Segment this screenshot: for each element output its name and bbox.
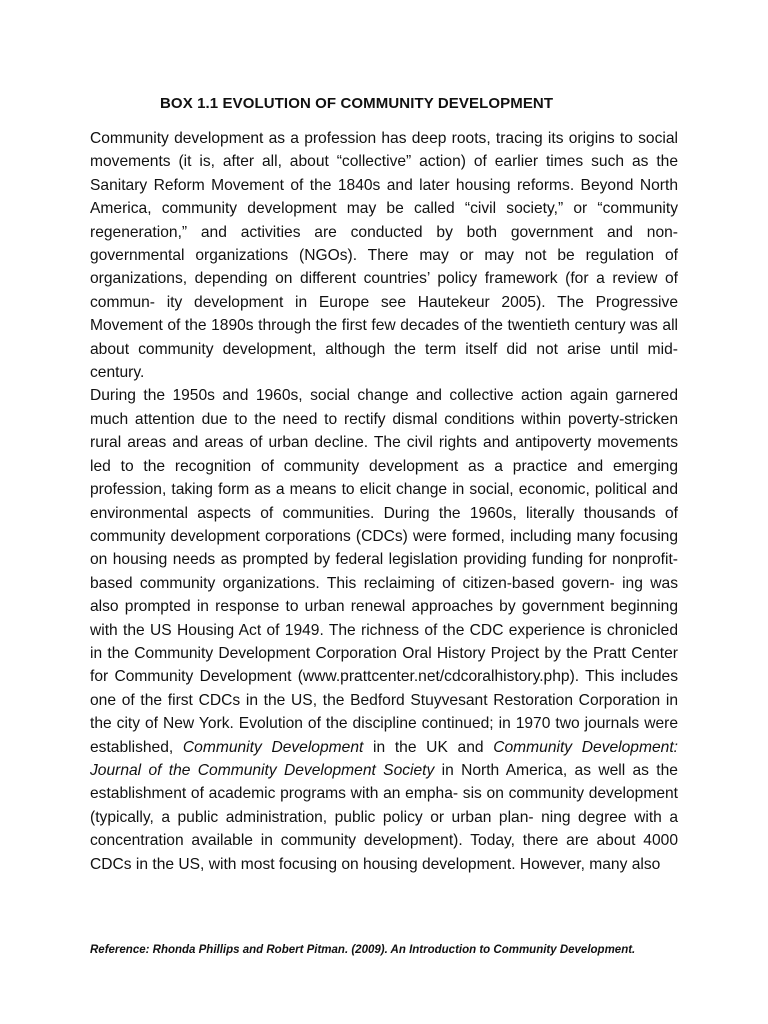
paragraph-2-text-3: in North America, as well as the establishment of academic programs with an empha- sis on community development (typically, a public administration, public policy or urban plan- ning degree with a concentration available in community development). Today, there are about 4000 CDCs in the US, with most focusing on housing development. However, many also	[90, 761, 678, 873]
paragraph-2-text-1: During the 1950s and 1960s, social change and collective action again garnered much attention due to the need to rectify dismal conditions within poverty-stricken rural areas and areas of urban decline. The civil rights and antipoverty movements led to the recognition of community development as a practice and emerging profession, taking form as a means to elicit change in social, economic, political and environmental aspects of communities. During the 1960s, literally thousands of community development corporations (CDCs) were formed, including many focusing on housing needs as prompted by federal legislation providing funding for nonprofit-based community organizations. This reclaiming of citizen-based govern- ing was also prompted in response to urban renewal approaches by government beginning with the US Housing Act of 1949. The richness of the CDC experience is chronicled in the Community Development Corporation Oral History Project by the Pratt Center for Community Development (www.prattcenter.net/cdcoralhistory.php). This includes one of the first CDCs in the US, the Bedford Stuyvesant Restoration Corporation in the city of New York. Evolution of the discipline continued; in 1970 two journals were established,	[90, 387, 678, 756]
body-text	[90, 127, 678, 876]
paragraph-1: Community development as a profession has deep roots, tracing its origins to social movements (it is, after all, about “collective” action) of earlier times such as the Sanitary Reform Movement of the 1840s and later housing reforms. Beyond North America, community development may be called “civil society,” or “community regeneration,” and activities are conducted by both government and non-governmental organizations (NGOs). There may or may not be regulation of organizations, depending on different countries’ policy framework (for a review of commun- ity development in Europe see Hautekeur 2005). The Progressive Movement of the 1890s through the first few decades of the twentieth century was all about community development, although the term itself did not arise until mid-century.	[90, 130, 678, 382]
paragraph-2	[90, 384, 678, 876]
box-title: BOX 1.1 EVOLUTION OF COMMUNITY DEVELOPMENT	[160, 95, 554, 112]
paragraph-2-text-2: in the UK and	[363, 738, 494, 756]
journal-title-cds: Community Development: Journal of the Community Development Society	[90, 738, 678, 779]
reference-citation: Reference: Rhonda Phillips and Robert Pitman. (2009). An Introduction to Community Development.	[90, 944, 636, 956]
journal-title-uk: Community Development	[182, 738, 364, 756]
